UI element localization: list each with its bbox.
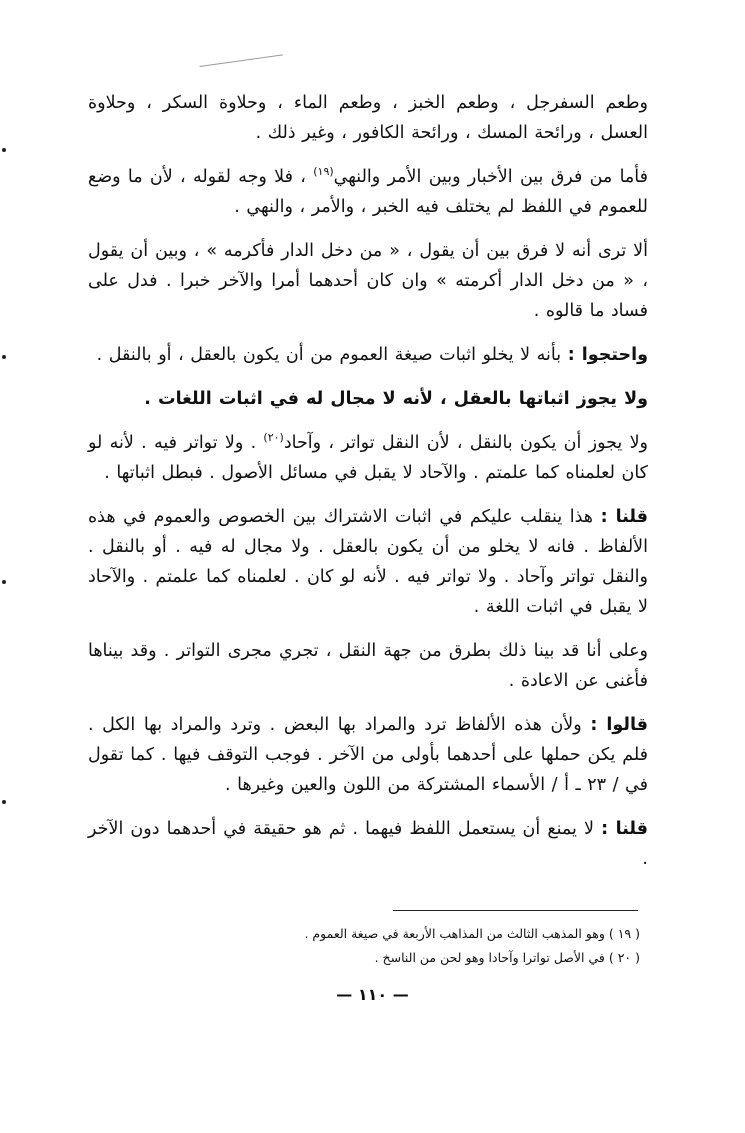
footnote-ref-19: (١٩): [313, 165, 334, 179]
keyword: قلنا :: [601, 819, 648, 839]
paragraph-text: ألا ترى أنه لا فرق بين أن يقول ، « من دخل الدار فأكرمه » ، وبين أن يقول ، « من دخل الدار أكرمته » وان كان أحدهما أمرا والآخر خبرا . فدل على فساد ما قالوه .: [88, 241, 648, 321]
paragraph-4: [88, 340, 648, 370]
paragraph-text: فأما من فرق بين الأخبار وبين الأمر والنهي: [333, 167, 648, 187]
paragraph-1: [88, 88, 648, 148]
paragraph-9: [88, 710, 648, 800]
footnote-ref-20: (٢٠): [263, 431, 284, 445]
keyword: واحتجوا :: [567, 345, 648, 365]
paragraph-2: [88, 162, 648, 222]
footnote-19: ( ١٩ ) وهو المذهب الثالث من المذاهب الأربعة في صيغة العموم .: [304, 926, 640, 941]
page-body: [88, 88, 648, 888]
keyword: قلنا :: [600, 507, 648, 527]
margin-dot: [2, 580, 6, 584]
paragraph-3: [88, 236, 648, 326]
margin-dot: [2, 800, 6, 804]
paragraph-5: [88, 384, 648, 414]
paragraph-text: لا يمنع أن يستعمل اللفظ فيهما . ثم هو حقيقة في أحدهما دون الآخر .: [88, 819, 648, 869]
footnotes: [300, 922, 640, 970]
paragraph-text: هذا ينقلب عليكم في اثبات الاشتراك بين الخصوص والعموم في هذه الألفاظ . فانه لا يخلو من أن يكون بالعقل . ولا مجال له فيه . أو بالنقل . والنقل تواتر وآحاد . ولا تواتر فيه . لأنه لو كان . لعلمناه كما علمتم . والآحاد لا يقبل في اثبات اللغة .: [88, 507, 648, 617]
keyword: قالوا :: [590, 715, 648, 735]
paragraph-text: ولأن هذه الألفاظ ترد والمراد بها البعض . وترد والمراد بها الكل . فلم يكن حملها على أحدهما بأولى من الآخر . فوجب التوقف فيها . كما تقول في / ٢٣ ـ أ / الأسماء المشتركة من اللون والعين وغيرها .: [88, 715, 648, 795]
paragraph-text: وطعم السفرجل ، وطعم الخبز ، وطعم الماء ، وحلاوة السكر ، وحلاوة العسل ، ورائحة المسك ، ورائحة الكافور ، وغير ذلك .: [88, 93, 648, 143]
margin-dot: [2, 148, 6, 152]
paragraph-text: ، فلا وجه لقوله ، لأن ما وضع للعموم في اللفظ لم يختلف فيه الخبر ، والأمر ، والنهي .: [88, 167, 648, 217]
paragraph-text: بأنه لا يخلو اثبات صيغة العموم من أن يكون بالعقل ، أو بالنقل .: [96, 345, 568, 365]
paragraph-text: ولا يجوز اثباتها بالعقل ، لأنه لا مجال له في اثبات اللغات .: [144, 389, 648, 409]
paragraph-7: [88, 502, 648, 622]
paragraph-text: . ولا تواتر فيه . لأنه لو كان لعلمناه كما علمتم . والآحاد لا يقبل في مسائل الأصول . فبطل اثباتها .: [88, 433, 648, 483]
footnote-20: ( ٢٠ ) في الأصل تواترا وآحادا وهو لحن من الناسخ .: [374, 950, 640, 965]
margin-dot: [2, 355, 6, 359]
paragraph-text: وعلى أنا قد بينا ذلك بطرق من جهة النقل ، تجري مجرى التواتر . وقد بيناها فأغنى عن الاعادة .: [88, 641, 648, 691]
paragraph-8: [88, 636, 648, 696]
page-number: — ١١٠ —: [336, 985, 409, 1004]
paragraph-10: [88, 814, 648, 874]
footnote-divider: [393, 910, 638, 911]
paragraph-6: [88, 428, 648, 488]
paragraph-text: ولا يجوز أن يكون بالنقل ، لأن النقل تواتر ، وآحاد: [283, 433, 649, 453]
